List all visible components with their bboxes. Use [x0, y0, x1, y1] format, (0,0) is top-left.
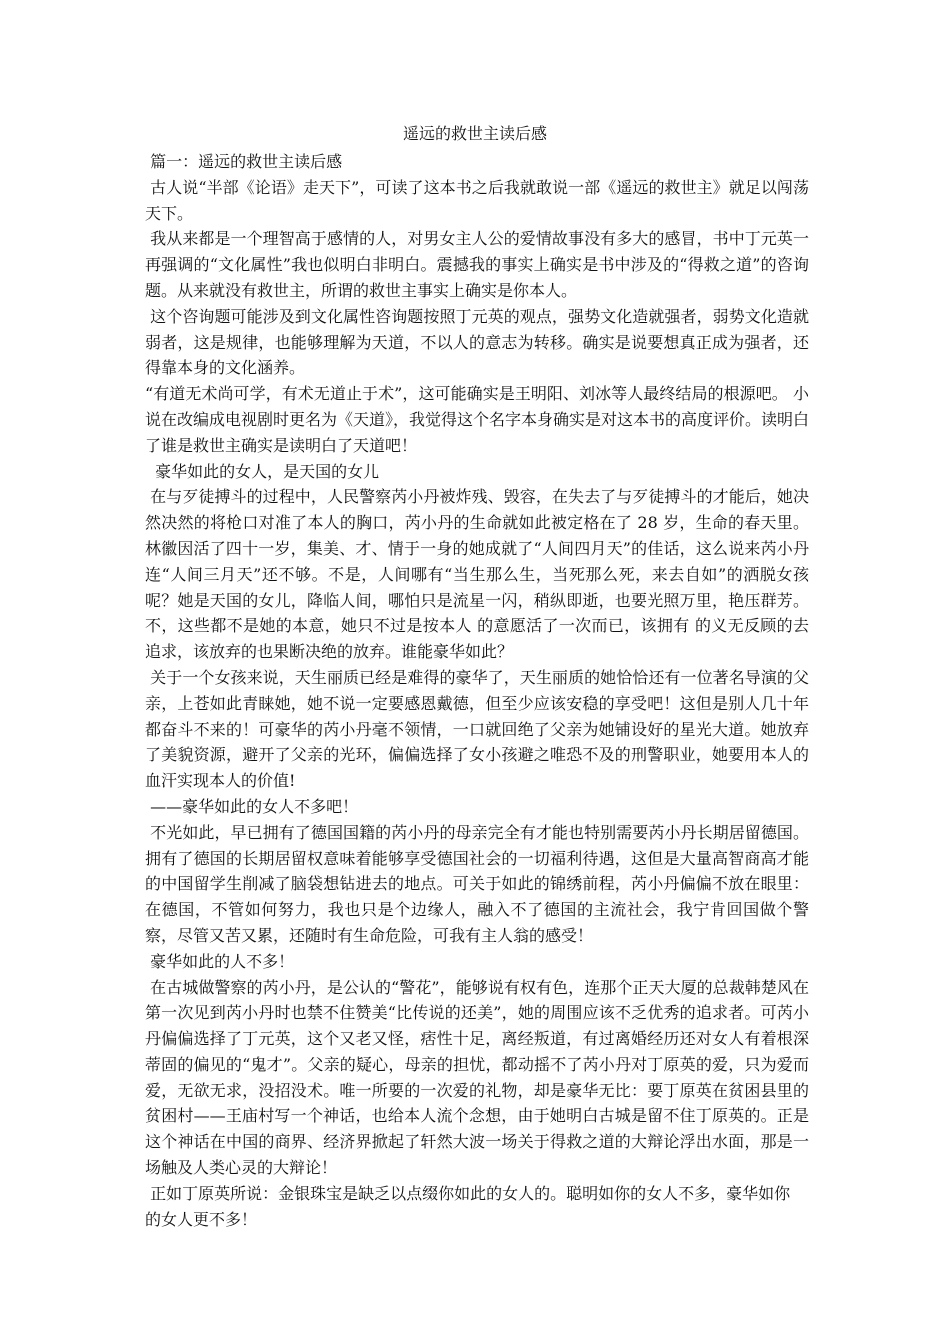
paragraph: 关于一个女孩来说，天生丽质已经是难得的豪华了，天生丽质的她恰恰还有一位著名导演的父亲，上苍如此青睐她，她不说一定要感恩戴德，但至少应该安稳的享受吧！这但是别人几十年都奋斗不来的！可豪华的芮小丹毫不领情，一口就回绝了父亲为她铺设好的星光大道。她放弃了美貌资源，避开了父亲的光环，偏偏选择了女小孩避之唯恐不及的刑警职业，她要用本人的血汗实现本人的价值! [145, 667, 809, 791]
paragraph: 在与歹徒搏斗的过程中，人民警察芮小丹被炸残、毁容，在失去了与歹徒搏斗的才能后，她决然决然的将枪口对准了本人的胸口，芮小丹的生命就如此被定格在了 28 岁，生命的春天里。林徽因活了四十一岁，集美、才、情于一身的她成就了“人间四月天”的佳话，这么说来芮小丹连“人间三月天”还不够。不是，人间哪有“当生那么生，当死那么死，来去自如”的洒脱女孩呢？她是天国的女儿，降临人间，哪怕只是流星一闪，稍纵即逝，也要光照万里，艳压群芳。不，这些都不是她的本意，她只不过是按本人 的意愿活了一次而已，该拥有 的义无反顾的去追求，该放弃的也果断决绝的放弃。谁能豪华如此？ [145, 487, 809, 662]
document-body [145, 149, 809, 1232]
paragraph: 豪华如此的人不多！ [145, 951, 295, 971]
paragraph: 在古城做警察的芮小丹，是公认的“警花”，能够说有权有色，连那个正天大厦的总裁韩楚风在第一次见到芮小丹时也禁不住赞美“比传说的还美”，她的周围应该不乏优秀的追求者。可芮小丹偏偏选择了丁元英，这个又老又怪，痞性十足，离经叛道，有过离婚经历还对女人有着根深蒂固的偏见的“鬼才”。父亲的疑心，母亲的担忧，都动摇不了芮小丹对丁原英的爱，只为爱而爱，无欲无求，没招没术。唯一所要的一次爱的礼物，却是豪华无比：要丁原英在贫困县里的贫困村——王庙村写一个神话，也给本人流个念想，由于她明白古城是留不住丁原英的。正是这个神话在中国的商界、经济界掀起了轩然大波一场关于得救之道的大辩论浮出水面，那是一场触及人类心灵的大辩论！ [145, 977, 809, 1178]
paragraph: 我从来都是一个理智高于感情的人，对男女主人公的爱情故事没有多大的感冒，书中丁元英一再强调的“文化属性”我也似明白非明白。震撼我的事实上确实是书中涉及的“得救之道”的咨询题。从来就没有救世主，所谓的救世主事实上确实是你本人。 [145, 229, 809, 300]
section-heading: 豪华如此的女人，是天国的女儿 [145, 461, 380, 481]
paragraph: “有道无术尚可学，有术无道止于术”，这可能确实是王明阳、刘冰等人最终结局的根源吧。 小说在改编成电视剧时更名为《天道》，我觉得这个名字本身确实是对这本书的高度评价。读明白了谁是救世主确实是读明白了天道吧！ [145, 384, 810, 455]
document-title: 遥远的救世主读后感 [402, 124, 547, 143]
paragraph: 古人说“半部《论语》走天下”，可读了这本书之后我就敢说一部《遥远的救世主》就足以闯荡天下。 [145, 177, 809, 223]
paragraph: 不光如此，早已拥有了德国国籍的芮小丹的母亲完全有才能也特别需要芮小丹长期居留德国。拥有了德国的长期居留权意味着能够享受德国社会的一切福利待遇，这但是大量高智商高才能的中国留学生削减了脑袋想钻进去的地点。可关于如此的锦绣前程，芮小丹偏偏不放在眼里：在德国，不管如何努力，我也只是个边缘人，融入不了德国的主流社会，我宁肯回国做个警察，尽管又苦又累，还随时有生命危险，可我有主人翁的感受！ [145, 822, 809, 945]
paragraph: 这个咨询题可能涉及到文化属性咨询题按照丁元英的观点，强势文化造就强者，弱势文化造就弱者，这是规律，也能够理解为天道，不以人的意志为转移。确实是说要想真正成为强者，还得靠本身的文化涵养。 [145, 306, 809, 378]
paragraph: 正如丁原英所说：金银珠宝是缺乏以点缀你如此的女人的。聪明如你的女人不多，豪华如你 [145, 1183, 791, 1203]
paragraph: ——豪华如此的女人不多吧！ [145, 796, 359, 816]
paragraph: 的女人更不多！ [145, 1209, 258, 1229]
paragraph-subtitle: 篇一：遥远的救世主读后感 [145, 152, 343, 171]
